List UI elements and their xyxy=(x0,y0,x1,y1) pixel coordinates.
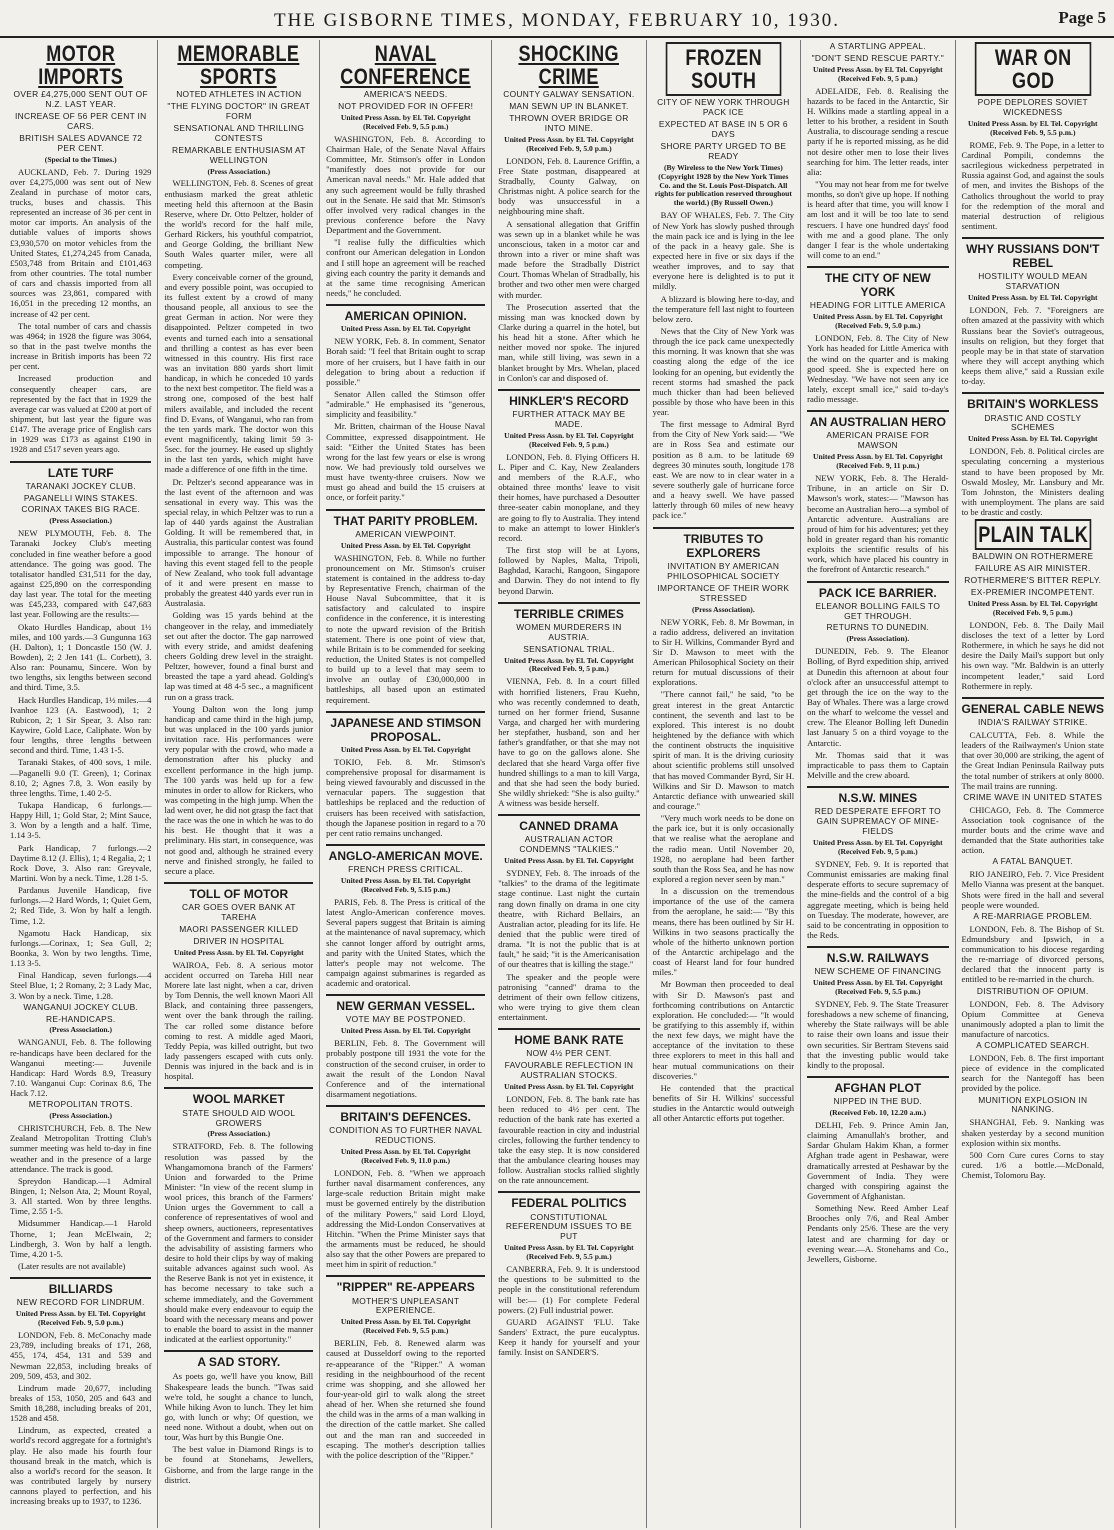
dateline: United Press Assn. by El. Tel. Copyright (Received Feb. 9, 11.0 p.m.) xyxy=(340,1147,471,1166)
article-paragraph: Mr. Britten, chairman of the House Naval Committee, expressed disappointment. He said: "Either the United States has been wrong for the last few years or else is wrong now. We had previously told ourselves we must have twenty-three cruisers. Now we must go ahead and build the 15 cruisers at once, or forfeit parity." xyxy=(326,421,486,503)
subheading: AUSTRALIAN ACTOR CONDEMNS "TALKIES." xyxy=(519,834,619,855)
article-paragraph: Hack Hurdles Handicap, 1½ miles.—4 Ivanhoe 123 (A. Eastwood), 1; 2 Rubicon, 2; 1 Sir Spear, 3. Also ran: Kaywire, Gold Lace, Caliphate. Won by four lengths, three lengths between second and third. Time, 1.43 1-5. xyxy=(10,694,152,756)
article-paragraph: AUCKLAND, Feb. 7. During 1929 over £4,275,000 was sent out of New Zealand in purchase of motor cars, trucks, buses and chassis. This represented an increase of 36 per cent in motor car imports. An analysis of the dutiable values of imports shows £3,930,570 on motor vehicles from the United States, £1,274,245 from Canada, £503,748 from Britain and £101,463 from other countries. The total number of cars and chassis imported from all sources was 23,861, compared with 16,051 in the preceding 12 months, an increase of 42 per cent. xyxy=(10,166,152,319)
article-paragraph: LONDON, Feb. 7. "Foreigners are often amazed at the passivity with which Russians bear the Soviet's outrageous, insults on religion, but they forget that people may be in that state of starvation where they will accept anything which keeps them alive," said a Russian exile to-day. xyxy=(961,305,1104,387)
article-paragraph: DUNEDIN, Feb. 9. The Eleanor Bolling, of Byrd expedition ship, arrived at Dunedin this afternoon at about four o'clock after an unsuccessful attempt to get through the ice on the way to the Bay of Whales. There was a large crowd on the wharf to welcome the vessel and crew. The Eleanor Bolling left Dunedin last January 5 on a third voyage to the Antarctic. xyxy=(807,646,949,748)
article-paragraph: WAIROA, Feb. 8. A serious motor accident occurred on Tareha Hill near Morere late last night, when a car, driven by Tom Dennis, the well known Maori All Black, and containing three passengers, went over the bank through the railing. The car rolled some distance before coming to rest. A middle aged Maori, Teddy Pepia, was killed outright, but two lady passengers escaped with cuts only. Dennis was injured in the back and is in hospital. xyxy=(164,959,314,1082)
article-paragraph: LONDON, Feb. 8. The Bishop of St. Edmundsbury and Ipswich, in a communication to his diocese regarding the re-marriage of divorced persons, declared that the innocent party is entitled to be re-married in the church. xyxy=(961,923,1104,985)
section-heading: PACK ICE BARRIER. xyxy=(807,581,948,600)
dateline: (Press Association.) xyxy=(207,166,271,176)
article-paragraph: Taranaki Stakes, of 400 sovs, 1 mile.—Paganelli 9.0 (T. Green), 1; Corinax 8.10, 2; Agnes 7.8, 3. Won easily by three lengths. Time, 1.40 2-5. xyxy=(10,757,152,798)
subheading: SENSATIONAL TRIAL. xyxy=(523,643,615,654)
dateline: United Press Assn. by El. Tel. Copyright (Received Feb. 9, 5 p.m.) xyxy=(504,430,634,449)
headline: SHOCKING CRIME xyxy=(518,41,620,90)
subheading: STATE SHOULD AID WOOL GROWERS xyxy=(182,1107,296,1128)
subheading: AMERICA'S NEEDS. xyxy=(363,89,448,100)
column-4 xyxy=(492,40,646,1528)
section-heading: BILLIARDS xyxy=(10,1277,151,1296)
subheading: MAORI PASSENGER KILLED xyxy=(179,924,299,935)
dateline: United Press Assn. by El. Tel. Copyright (Received Feb. 9, 5 p.m.) xyxy=(813,64,943,83)
dateline: (Press Association). xyxy=(846,634,910,644)
article-paragraph: SYDNEY, Feb. 9. The State Treasurer foreshadows a new scheme of financing, whereby the State railways will be able to raise their own loans and issue their own securities. Sir Bertram Stevens said that the investing public would take kindly to the proposal. xyxy=(807,999,949,1070)
dateline: (Special to the Times.) xyxy=(44,154,117,164)
headline: MOTOR IMPORTS xyxy=(38,41,124,90)
column-7 xyxy=(956,40,1110,1528)
section-heading: TERRIBLE CRIMES xyxy=(498,602,639,621)
article-paragraph: Golding was 15 yards behind at the changeover in the relay, and immediately set out after the doctor. The gap narrowed with every stride, and amidst deafening cheers Golding drew level in the straight. Peltzer, however, found a final burst and breasted the tape a yard ahead. Golding's lap was timed at 48 4-5 sec., a magnificent run on a grass track. xyxy=(164,610,314,702)
subheading: RETURNS TO DUNEDIN. xyxy=(826,622,930,633)
dateline: United Press Assn. by El. Tel. Copyright xyxy=(967,434,1098,444)
article-paragraph: CHICAGO, Feb. 8. The Commerce Association took cognisance of the murder bouts and the crime wave and demanded that the State authorities take action. xyxy=(961,804,1104,856)
subheading: A FATAL BANQUET. xyxy=(992,856,1074,867)
section-heading: JAPANESE AND STIMSON PROPOSAL. xyxy=(326,711,485,744)
dateline: (Press Association.) xyxy=(49,1111,113,1121)
subheading: "THE FLYING DOCTOR" IN GREAT FORM xyxy=(167,101,311,121)
section-heading: GENERAL CABLE NEWS xyxy=(962,697,1104,716)
article-paragraph: Every conceivable corner of the ground, and every possible point, was occupied to its fullest extent by a crowd of many thousand people, all anxious to see the great German in action. Nor were they disappointed. Peltzer competed in two events and turned each into a sensational and thrilling a contest as has ever been witnessed in this country. His first race was an invitation 880 yards short limit handicap, in which he conceded 10 yards to the next best competitor. The field was a strong one, composed of the best half milers available, and included the recent find D. Evans, of Wanganui, who ran from the ten yards mark. The doctor won this event magnificently, taking limit 59 3-5sec. for the journey. He eased up slightly in the last ten yards, which might have made a difference of one fifth in the time. xyxy=(164,271,314,475)
article-paragraph: PARIS, Feb. 8. The Press is critical of the latest Anglo-American conference moves. Several papers suggest that Britain is aiming at the maintenance of naval supremacy, which she cannot longer afford by outright arms, and parity with the United States, which the latter's people may not welcome. The campaign against submarines is regarded as academic and oratorical. xyxy=(326,897,486,989)
column-3 xyxy=(320,40,492,1528)
dateline: United Press Assn. by El. Tel. Copyright xyxy=(504,856,634,866)
article-paragraph: SYDNEY, Feb. 9. It is reported that Communist emissaries are making final desperate efforts to secure supremacy of the mine-fields and the control of a big aggregate meeting, which is being held on Tuesday. The moderate, however, are said to be concentrating in opposition to the Reds. xyxy=(807,858,949,940)
article-paragraph: LONDON, Feb. 8. McConachy made 23,789, including breaks of 171, 268, 455, 174, 454, 131 and 539 and Newman 22,853, including breaks of 209, 509, 453, and 302. xyxy=(10,1330,152,1381)
subheading: REMARKABLE ENTHUSIASM AT WELLINGTON xyxy=(172,144,306,165)
article-paragraph: NEW YORK, Feb. 8. In comment, Senator Borah said: "I feel that Britain ought to scrap more of her cruisers, but I have faith in our delegation to bring about a reduction if possible." xyxy=(326,336,486,387)
subheading: HEADING FOR LITTLE AMERICA xyxy=(809,300,946,311)
headline: WAR ON GOD xyxy=(974,42,1091,96)
subheading: VOTE MAY BE POSTPONED. xyxy=(345,1014,466,1025)
subheading: A STARTLING APPEAL. xyxy=(829,41,926,51)
headline: MEMORABLE SPORTS xyxy=(177,41,300,90)
dateline: United Press Assn. by El. Tel. Copyright (Received Feb. 9, 11 p.m.) xyxy=(813,452,943,471)
headline: FROZEN SOUTH xyxy=(665,42,781,96)
article-paragraph: Midsummer Handicap.—1 Harold Thorne, 1; Jean McElwain, 2; Lindbergh, 3. Won by half a length. Time, 4.20 1-5. xyxy=(10,1218,152,1259)
column-1 xyxy=(4,40,158,1528)
subheading: MAN SEWN UP IN BLANKET. xyxy=(509,101,629,112)
article-paragraph: A sensational allegation that Griffin was sewn up in a blanket while he was unconscious, taken in a motor car and thrown into a river or mine shaft was made before the Stradbally District Court. Thomas Whelan of Stradbally, his brother and two other men were charged with murder. xyxy=(498,218,640,300)
subheading: MUNITION EXPLOSION IN NANKING. xyxy=(978,1094,1088,1115)
article-paragraph: Ngamotu Hack Handicap, six furlongs.—Corinax, 1; Sea Gull, 2; Boonka, 3. Won by two lengths. Time, 1.13 3-5. xyxy=(10,927,152,969)
subheading: AMERICAN PRAISE FOR MAWSON xyxy=(826,430,930,451)
dateline: United Press Assn. by El. Tel. Copyright (Received Feb. 9, 5.5 p.m.) xyxy=(340,113,471,131)
subheading: EXPECTED AT BASE IN 5 OR 6 DAYS xyxy=(658,119,788,139)
article-paragraph: ADELAIDE, Feb. 8. Realising the hazards to be faced in the Antarctic, Sir H. Wilkins made a startling appeal in a letter to his brother, a resident in South Australia, to discourage sending a rescue party if he is reported missing, as he did not desire other men to lose their lives searching for him. The letter reads, inter alia: xyxy=(807,85,949,177)
subheading: PAGANELLI WINS STAKES. xyxy=(23,492,138,503)
subheading: CORINAX TAKES BIG RACE. xyxy=(21,504,141,515)
dateline: United Press Assn. by El. Tel. Copyright xyxy=(967,293,1098,303)
article-paragraph: VIENNA, Feb. 8. In a court filled with horrified listeners, Frau Kuehn, who was recently condemned to death, turned on her former friend, Susanne Varga, and charged her with murdering her stepfather, husband, son and her father's grandfather, or that she may not have to go on the gallows alone. She declared that she heard Varga offer five hundred shillings to a man to kill Varga, and that she had seen the body buried. She wildly shrieked: "She is also guilty." A witness was beside herself. xyxy=(498,676,640,809)
article-columns xyxy=(4,40,1110,1528)
subheading: AMERICAN VIEWPOINT. xyxy=(355,528,456,539)
subheading: OVER £4,275,000 SENT OUT OF N.Z. LAST YEAR. xyxy=(13,89,148,110)
dateline: United Press Assn. by El. Tel. Copyright (Received Feb. 9, 5.5 p.m.) xyxy=(967,119,1098,137)
dateline: United Press Assn. by El. Tel. Copyright xyxy=(340,540,471,550)
article-paragraph: Mr. Thomas said that it was impracticable to pass them to Captain Melville and the crew aboard. xyxy=(807,749,949,781)
subheading: METROPOLITAN TROTS. xyxy=(28,1099,133,1110)
subheading: WANGANUI JOCKEY CLUB. xyxy=(23,1001,139,1012)
dateline: (Received Feb. 10, 12.20 a.m.) xyxy=(829,1108,927,1118)
subheading: EX-PREMIER INCOMPETENT. xyxy=(970,587,1095,598)
article-paragraph: 500 Corn Cure cures Corns to stay cured. 1/6 a bottle.—McDonald, Chemist, Tolomoru Bay. xyxy=(961,1149,1104,1181)
subheading: CRIME WAVE IN UNITED STATES xyxy=(963,791,1103,802)
subheading: DISTRIBUTION OF OPIUM. xyxy=(976,985,1089,996)
section-heading: AFGHAN PLOT xyxy=(807,1076,948,1095)
article-paragraph: LONDON, Feb. 8. Flying Officers H. L. Piper and C. Kay, New Zealanders and members of the R.A.F., who obtained three months' leave to visit their homes, have purchased a Desoutter three-seater cabin monoplane, and they are going to fly to Australia. They intend to make an attempt to lower Hinkler's record. xyxy=(498,451,640,543)
subheading: SENSATIONAL AND THRILLING CONTESTS xyxy=(173,122,305,143)
subheading: SHORE PARTY URGED TO BE READY xyxy=(660,140,787,161)
subheading: INCREASE OF 56 PER CENT IN CARS. xyxy=(15,111,147,131)
section-heading: AN AUSTRALIAN HERO xyxy=(807,410,948,429)
section-heading: BRITAIN'S WORKLESS xyxy=(962,392,1104,411)
article-paragraph: NEW PLYMOUTH, Feb. 8. The Taranaki Jockey Club's meeting concluded in fine weather before a good attendance. The going was good. The totalisator handled £31,511 for the day, against £25,890 on the corresponding day last year. The total for the meeting was £45,233, compared with £47,683 last year. Following are the results:— xyxy=(10,528,152,620)
dateline: United Press Assn. by El. Tel. Copyright (Received Feb. 9, 5.5 p.m.) xyxy=(340,1317,471,1336)
subheading: NOW 4½ PER CENT. xyxy=(526,1048,612,1059)
dateline: (By Wireless to the New York Times) (Copyright 1928 by the New York Times Co. and the St. Louis Post-Dispatch. All rights for publication reserved throughout the world.) (By Russell Owen.) xyxy=(654,162,792,208)
subheading: NOTED ATHLETES IN ACTION xyxy=(176,89,302,100)
article-paragraph: BERLIN, Feb. 8. The Government will probably postpone till 1931 the vote for the construction of the second cruiser, in order to await the result of the London Naval Conference and of the international disarmament negotiations. xyxy=(326,1038,486,1099)
subheading: NOT PROVIDED FOR IN OFFER! xyxy=(338,101,474,112)
article-paragraph: LONDON, Feb. 8. The Daily Mail discloses the text of a letter by Lord Rothermere, in which he says he did not desire the Daily Mail's support but only his own way. "Mr. Baldwin is an utterly incompetent leader," said Lord Rothermere in reply. xyxy=(961,619,1104,691)
section-heading: "RIPPER" RE-APPEARS xyxy=(326,1275,485,1294)
article-paragraph: WASHINGTON, Feb. 8. While no further pronouncement on Mr. Stimson's cruiser statement is contained in the address to-day by Representative French, chairman of the House Naval Subcommittee, that it is satisfactory and calculated to inspire confidence in the conference, it is interesting to note the upward revision of the British statement. There is one point of view that, while Britain is to be commended for seeking reduction, the United States is not compelled to build up to a level that may seem to involve an outlay of £30,000,000 in battleships, all based upon an estimated requirement. xyxy=(326,552,486,705)
dateline: (Press Association.) xyxy=(49,516,113,526)
subheading: NEW RECORD FOR LINDRUM. xyxy=(16,1297,145,1308)
article-paragraph: In a discussion on the tremendous importance of the use of the camera from the aeroplane, he said:— "By this means, there has been outlined by Sir H. Wilkins in two seasons practically the whole of the hitherto unknown portion of the Antarctic archipelago and the coast of Hearst land for four hundred miles." xyxy=(652,886,795,978)
article-paragraph: The speaker and the people were patronising "canned" drama to the detriment of their own fellow citizens, who were trying to give them clean entertainment. xyxy=(498,971,640,1023)
article-paragraph: "Very much work needs to be done on the park ice, but it is only occasionally that we realise what the aeroplane and the radio mean. Until November 20, 1928, no aeroplane had been farther south than the Ross Sea, and he has now explored a region never seen by man." xyxy=(652,813,795,885)
article-paragraph: LONDON, Feb. 8. The first important piece of evidence in the complicated search for the Nantegoff has been provided by the police. xyxy=(961,1053,1104,1094)
subheading: TARANAKI JOCKEY CLUB. xyxy=(25,480,136,491)
subheading: FURTHER ATTACK MAY BE MADE. xyxy=(512,408,626,429)
article-paragraph: GUARD AGAINST 'FLU. Take Sanders' Extract, the pure eucalyptus. Keep it handy for yourself and your family. Insist on SANDER'S. xyxy=(498,1316,640,1358)
section-heading: BRITAIN'S DEFENCES. xyxy=(326,1105,485,1124)
article-paragraph: WANGANUI, Feb. 8. The following re-handicaps have been declared for the Wanganui meeting:— Juvenile Handicap: Hard Words 8.9, Treasury 7.10. Wanganui Cup: Corinax 8.6, The Hack 7.12. xyxy=(10,1037,152,1099)
section-heading: N.S.W. RAILWAYS xyxy=(807,946,948,965)
article-paragraph: Final Handicap, seven furlongs.—4 Steel Blue, 1; 2 Romany, 2; 3 Lady Mac, 3. Won by a neck. Time, 1.28. xyxy=(10,970,152,1001)
article-paragraph: STRATFORD, Feb. 8. The following resolution was passed by the Whangamomona branch of the Farmers' Union and forwarded to the Prime Minister: "In view of the recent slump in wool prices, this branch of the Farmers' Union urges the Government to call a conference of representatives of wool and sheep owners, auctioneers, representatives of the Government and farmers to consider the advisability of assisting farmers who desire to hold their clips by way of making suitable advances against such wool. As the Reserve Bank is not yet in existence, it has become necessary to take such a scheme immediately, and the Government should make every endeavour to equip the board with the necessary means and power to enable the board to assist in the manner indicated at the earliest opportunity." xyxy=(164,1141,314,1345)
article-paragraph: SYDNEY, Feb. 8. The inroads of the "talkies" to the drama of the legitimate stage continue. Last night the curtain rang down finally on drama in one city theatre, with Richard Bellairs, an Australian actor, pleading for its life. He denied that the public were tired of drama. "It is not the public that is at fault," he said; "it is the Americanisation of our theatres that is killing the stage." xyxy=(498,868,640,970)
article-paragraph: The total number of cars and chassis was 4964; in 1928 the figure was 3064, so that in the past twelve months the increase in British imports has been 72 per cent. xyxy=(10,320,152,372)
article-paragraph: "You may not hear from me for twelve months, so don't give up hope. If nothing is heard after that time, you will know I am lost and it will be too late to send rescuers. I have one hundred days' food with me and a good plane. The only danger I fear is the whole undertaking will come to an end." xyxy=(807,178,949,260)
subheading: RED DESPERATE EFFORT TO GAIN SUPREMACY OF MINE-FIELDS xyxy=(814,806,941,837)
article-paragraph: TOKIO, Feb. 8. Mr. Stimson's comprehensive proposal for disarmament is being viewed favourably and discussed in the vernacular papers. The suggestion that battleships be replaced and the reduction of cruisers has been received with satisfaction, though the Japanese position in regard to a 70 per cent ratio remains unchanged. xyxy=(326,756,486,838)
article-paragraph: LONDON, Feb. 8. Political circles are speculating concerning a mysterious stand to have been proposed by Mr. Oswald Mosley, Mr. Lansbury and Mr. Tom Johnston, the Ministers dealing with unemployment. The plans are said to be drastic and costly. xyxy=(961,446,1104,518)
article-paragraph: Something New. Reed Amber Leaf Brooches only 7/6, and Real Amber Pendants only 25/6. These are the very latest and are charming for day or evening wear.—A. Stonehams and Co., Jewellers, Gisborne. xyxy=(807,1203,949,1264)
article-paragraph: BAY OF WHALES, Feb. 7. The City of New York has slowly pushed through the main pack ice and is lying in the lee of the pack in a heavy gale. She is expected here in five or six days if the weather improves, and to say that everyone here is delighted is to put it mildly. xyxy=(652,210,795,292)
article-paragraph: Okato Hurdles Handicap, about 1½ miles, and 100 yards.—3 Gungunna 163 (H. Dalton), 1; 1 Doncastle 150 (W. J. Bowden), 2; 2 Jen 141 (L. Corbett), 3. Also ran: Pounamu, Sincere. Won by two lengths, six lengths between second and third. Time, 3.5. xyxy=(10,621,152,693)
subheading: CAR GOES OVER BANK AT TAREHA xyxy=(181,902,296,923)
article-paragraph: ROME, Feb. 9. The Pope, in a letter to Cardinal Pompili, condemns the sacrilegious wickedness perpetrated in Russia against God, and against the souls of men, and invites the Bishops of the Catholics throughout the world to pray for the redemption of the moral and material destruction of religious sentiment. xyxy=(961,139,1104,232)
column-2 xyxy=(158,40,320,1528)
article-paragraph: Young Dalton won the long jump handicap and came third in the high jump, but was unplaced in the 100 yards junior invitation race. His performances were very popular with the crowd, who made a demonstration after his plucky and excellent performance in the high jump. The 100 yards was held up for a few minutes in order to allow for Rickers, who was competing in the high jump. When the lad went over, he did not grasp the fact that the race was the one in which he was to do his best. He thought that it was a preliminary. His start, in consequence, was not good and, although he strained every nerve and finished strongly, he failed to secure a place. xyxy=(164,703,314,876)
subheading: BRITISH SALES ADVANCE 72 PER CENT. xyxy=(19,132,143,153)
article-paragraph: Spreydon Handicap.—1 Admiral Bingen, 1; Nelson Ata, 2; Mount Royal, 3. All started. Won by three lengths. Time, 2.55 1-5. xyxy=(10,1175,152,1217)
subheading: CONSTITUTIONAL REFERENDUM ISSUES TO BE PUT xyxy=(505,1211,633,1242)
article-paragraph: He contended that the practical benefits of Sir H. Wilkins' successful studies in the Antarctic would outweigh all other Antarctic efforts put together. xyxy=(652,1082,795,1124)
article-paragraph: NEW YORK, Feb. 8. The Herald-Tribune, in an article on Sir D. Mawson's work, states:— "Mawson has become an Australian hero—a symbol of Antarctic adventure. Australians are proud of him for his adventures; yet they hold in greater regard than his romantic exploits the scientific results of his work, which have placed his country in the forefront of Antarctic research." xyxy=(807,473,949,575)
article-paragraph: News that the City of New York was through the ice pack came unexpectedly this morning. It was known that she was coasting along the edge of the ice looking for an opening, but evidently the recent storms had smashed the pack much thicker than had been believed possible by those who have been in this year. xyxy=(652,325,795,418)
dateline: (Press Association.) xyxy=(207,1129,271,1139)
subheading: INVITATION BY AMERICAN PHILOSOPHICAL SOCIETY xyxy=(667,560,780,581)
article-paragraph: Lindrum, as expected, created a world's record aggregate for a fortnight's play. He also made his fourth four thousand break in the match, which is also a world's record for the season. It was contributed largely by nursery cannons played to perfection, and his increasing breaks up to 1937, to 1236. xyxy=(10,1425,152,1507)
dateline: United Press Assn. by El. Tel. Copyright (Received Feb. 9, 5.15 p.m.) xyxy=(340,876,471,895)
subheading: FAILURE AS AIR MINISTER. xyxy=(974,563,1091,574)
column-6 xyxy=(801,40,955,1528)
dateline: United Press Assn. by El. Tel. Copyright xyxy=(340,744,471,754)
column-5 xyxy=(647,40,801,1528)
subheading: BALDWIN ON ROTHERMERE xyxy=(972,551,1094,562)
section-heading: WOOL MARKET xyxy=(164,1087,313,1106)
article-paragraph: Senator Allen called the Stimson offer "admirable." He emphasised its "generous, simplicity and feasibility." xyxy=(326,388,486,420)
subheading: ELEANOR BOLLING FAILS TO GET THROUGH. xyxy=(815,600,941,621)
subheading: MOTHER'S UNPLEASANT EXPERIENCE. xyxy=(352,1295,460,1316)
subheading: CONDITION AS TO FURTHER NAVAL REDUCTIONS. xyxy=(329,1125,483,1146)
article-paragraph: LONDON, Feb. 8. The City of New York has headed for Little America with the wind on the quarter and is making good speed. She is expected here on Wednesday. "We have not seen any ice lately, except small ice," said to-day's radio message. xyxy=(807,333,949,405)
dateline: (Press Association.) xyxy=(49,1025,113,1035)
masthead-title: THE GISBORNE TIMES, MONDAY, FEBRUARY 10, 1930. xyxy=(273,10,840,31)
article-paragraph: RIO JANEIRO, Feb. 7. Vice President Mello Vianna was present at the banquet. Shots were fired in the hall and several people were wounded. xyxy=(961,869,1104,910)
dateline: United Press Assn. by El. Tel. Copyright xyxy=(340,324,471,334)
subheading: RE-HANDICAPS. xyxy=(45,1013,116,1024)
subheading: INDIA'S RAILWAY STRIKE. xyxy=(977,717,1088,728)
section-heading: LATE TURF xyxy=(10,461,151,480)
masthead xyxy=(0,0,1114,38)
article-paragraph: BERLIN, Feb. 8. Renewed alarm was caused at Dusseldorf owing to the reported re-appearance of the "Ripper." A woman residing in the neighbourhood of the recent crime was shopping, and she allowed her four-year-old girl to walk along the street ahead of her. When she returned she found the child was in the arms of a man walking in the direction of the cattle market. She called out and the man ran and succeeded in escaping. The mother's description tallies with the police description of the "Ripper." xyxy=(326,1338,486,1460)
article-paragraph: CANBERRA, Feb. 9. It is understood the questions to be submitted to the people in the constitutional referendum will be:— (1) For complete Federal powers. (2) Full industrial power. xyxy=(498,1264,640,1315)
section-heading: HINKLER'S RECORD xyxy=(498,389,639,408)
subheading: COUNTY GALWAY SENSATION. xyxy=(503,89,635,100)
subheading: IMPORTANCE OF THEIR WORK STRESSED xyxy=(657,582,790,603)
dateline: United Press Assn. by El. Tel. Copyright xyxy=(174,947,304,957)
article-paragraph: The best value in Diamond Rings is to be found at Stonehams, Jewellers, Gisborne, and from the large range in the district. xyxy=(164,1444,314,1485)
section-heading: N.S.W. MINES xyxy=(807,786,948,805)
article-paragraph: "I realise fully the difficulties which confront our American delegation in London and I still hope an agreement will be reached giving each country the parity it demands and at the same time recognising American needs," he concluded. xyxy=(326,237,486,299)
dateline: United Press Assn. by El. Tel. Copyright xyxy=(504,1082,634,1092)
article-paragraph: Mr Bowman then proceeded to deal with Sir D. Mawson's past and forthcoming contributions on Antarctic exploration. He concluded:— "It would be gratifying to this assembly if, within the next few days, we might have the acceptance of the invitation to these three explorers to meet in this hall and hear mutual communications on their discoveries." xyxy=(652,979,795,1081)
section-heading: FEDERAL POLITICS xyxy=(498,1191,639,1210)
article-paragraph: LONDON, Feb. 8. "When we approach further naval disarmament conferences, any large-scale reduction Britain might make must be governed entirely by the distribution of the military Powers," said Lord Lloyd, addressing the Mid-London Conservatives at Hitchin. "When the Prime Minister says that the armaments must be reduced, he should also say that the other Powers are prepared to meet him in spirit of reduction." xyxy=(326,1168,486,1270)
dateline: United Press Assn. by El. Tel. Copyright (Received Feb. 9, 5.5 p.m.) xyxy=(813,978,943,997)
subheading: A RE-MARRIAGE PROBLEM. xyxy=(973,910,1093,921)
subheading: NIPPED IN THE BUD. xyxy=(833,1096,923,1107)
dateline: (Press Association). xyxy=(692,604,755,614)
article-paragraph: Tukapa Handicap, 6 furlongs.—Happy Hill, 1; Gold Star, 2; Mint Sauce, 3. Won by a length and a half. Time, 1.14 3-5. xyxy=(10,800,152,841)
article-paragraph: SHANGHAI, Feb. 9. Nanking was shaken yesterday by a second munition explosion within six months. xyxy=(961,1117,1104,1148)
section-heading: NEW GERMAN VESSEL. xyxy=(326,994,485,1013)
subheading: ROTHERMERE'S BITTER REPLY. xyxy=(964,575,1102,586)
article-paragraph: The Prosecution asserted that the missing man was knocked down by Clarke during a quarrel in the hotel, but his head hit a stone. After which he neither moved nor spoke. The injured man, while still living, was sewn in a blanket brought by Mrs. Whelan, placed in Conlon's car and disposed of. xyxy=(498,301,640,383)
article-paragraph: The first message to Admiral Byrd from the City of New York said:— "We are in Ross Sea and estimate our position as 8 a.m. to be latitude 69 degrees 30 minutes south, longitude 178 east. We are now to in clear water in a severe southerly gale of hurricane force and a heavy swell. We have passed latterly through 60 miles of new heavy pack ice." xyxy=(652,419,795,521)
article-paragraph: Lindrum made 20,677, including breaks of 153, 1050, 205 and 643 and Smith 18,288, including breaks of 201, 1528 and 458. xyxy=(10,1382,152,1424)
subheading: HOSTILITY WOULD MEAN STARVATION xyxy=(978,271,1088,292)
article-paragraph: CALCUTTA, Feb. 8. While the leaders of the Railwaymen's Union state that over 30,000 are striking, the agent of the Great Indian Peninsula Railway puts the total number of strikers at only 8000. The mail trains are running. xyxy=(961,729,1104,791)
article-paragraph: LONDON, Feb. 8. Laurence Griffin, a Free State postman, disappeared at Stradbally, County Galway, on Christmas night. A police search for the body was unsuccessful in a neighbouring mine shaft. xyxy=(498,155,640,217)
article-paragraph: LONDON, Feb. 8. The bank rate has been reduced to 4½ per cent. The reduction of the bank rate has exerted a favourable reaction in city and industrial circles, following the further tendency to take the easy step. It is now considered that the ambulance clearing houses may follow. Australian stocks rallied slightly on the rate announcement. xyxy=(498,1094,640,1186)
article-paragraph: Increased production and consequently cheaper cars, are represented by the fact that in 1929 the average car was valued at £200 at port of shipment, but last year the figure was £147. The average price of English cars in 1929 was £173 as against £190 in 1928 and £517 seven years ago. xyxy=(10,373,152,455)
section-heading: THAT PARITY PROBLEM. xyxy=(326,509,485,528)
dateline: United Press Assn. by El. Tel. Copyright xyxy=(340,1026,471,1036)
subheading: THROWN OVER BRIDGE OR INTO MINE. xyxy=(509,113,629,133)
article-paragraph: (Later results are not available) xyxy=(18,1260,126,1271)
article-paragraph: CHRISTCHURCH, Feb. 8. The New Zealand Metropolitan Trotting Club's summer meeting was held to-day in fine weather and in the presence of a large attendance. The track is good. xyxy=(10,1123,152,1174)
subheading: POPE DEPLORES SOVIET WICKEDNESS xyxy=(977,97,1088,118)
article-paragraph: Park Handicap, 7 furlongs.—2 Daytime 8.12 (J. Ellis), 1; 4 Regalia, 2; 1 Rock Dove, 3. Also ran: Greyvale, Martini. Won by a neck. Time, 1.28 1-5. xyxy=(10,842,152,883)
article-paragraph: WELLINGTON, Feb. 8. Scenes of great enthusiasm marked the great athletic meeting held this afternoon at the Basin Reserve, where Dr. Otto Peltzer, holder of the world's record for the half mile, Gerhard Rickers, his youthful compatriot, and George Golding, the brilliant New South Wales quarter miler, were all competing. xyxy=(164,178,314,270)
section-heading: WHY RUSSIANS DON'T REBEL xyxy=(962,237,1104,270)
section-heading: AMERICAN OPINION. xyxy=(326,304,485,323)
article-paragraph: "There cannot fail," he said, "to be great interest in the great Antarctic continent, the seventh and last to be explored. This interest is no doubt heightened by the defiance with which the continent obstructs the inquisitive spirit of man. It is the driving curiosity about scientific problems still unsolved that has moved Commander Byrd, Sir H. Wilkins and Sir D. Mawson to match Antarctic defiance with unwearied skill and courage." xyxy=(652,689,795,812)
subheading: CITY OF NEW YORK THROUGH PACK ICE xyxy=(657,97,790,118)
subheading: WOMEN MURDERERS IN AUSTRIA. xyxy=(516,621,622,642)
article-paragraph: As poets go, we'll have you know, Bill Shakespeare leads the bunch. "Twas said we're told, he sought a chance to lunch, While hiking Avon to lunch. They let him go, with lunch or why; Of question, we need none. Without a doubt, when out on tour, Was hurt by this Bungie One. xyxy=(164,1371,314,1443)
subheading: DRASTIC AND COSTLY SCHEMES xyxy=(984,412,1082,433)
article-paragraph: LONDON, Feb. 8. The Advisory Opium Committee at Geneva unanimously adopted a plan to limit the manufacture of narcotics. xyxy=(961,998,1104,1039)
dateline: United Press Assn. by El. Tel. Copyright (Received Feb. 9, 5.0 p.m.) xyxy=(15,1309,146,1328)
article-paragraph: NEW YORK, Feb. 8. Mr Bowman, in a radio address, delivered an invitation to Sir H. Wilkins, Commander Byrd and Sir D. Mawson to meet with the American Philosophical Society on their return for mutual discussions of their explorations. xyxy=(652,616,795,688)
article-paragraph: Pardanus Juvenile Handicap, five furlongs.—2 Hard Words, 1; Quiet Gem, 2; Red Tide, 3. Won by half a length. Time, 1.2. xyxy=(10,885,152,926)
section-heading: A SAD STORY. xyxy=(164,1350,313,1369)
subheading: FRENCH PRESS CRITICAL. xyxy=(348,864,464,875)
article-paragraph: WASHINGTON, Feb. 8. According to Chairman Hale, of the Senate Naval Affairs Committee, Mr. Stimson's offer in London "manifestly does not provide for our American naval needs." Mr. Hale added that any such agreement would be fully thrashed out in the Senate. He said that Mr. Stimson's offer involved very radical changes in the previous conference before the Navy Department and the Government. xyxy=(326,133,486,236)
article-paragraph: DELHI, Feb. 9. Prince Amin Jan, claiming Amanullah's brother, and Sardar Ghulam Hakim Khan, a former Afghan trade agent in Peshawar, were dramatically arrested at Peshawar by the Government of India. They were charged with conspiring against the Government of Afghanistan. xyxy=(807,1120,949,1202)
subheading: "DON'T SEND RESCUE PARTY." xyxy=(811,52,945,63)
subheading: NEW SCHEME OF FINANCING xyxy=(814,966,942,977)
article-paragraph: A blizzard is blowing here to-day, and the temperature fell last night to fourteen below zero. xyxy=(652,293,795,324)
article-paragraph: Dr. Peltzer's second appearance was in the last event of the afternoon and was sensational in every way. This was the special relay, in which Peltzer was to run a lap of 440 yards against the Australian Golding. It will be remembered that, in Australia, this particular contest was found impossible to arrange. The honour of having this event staged fell to the people of New Zealand, who took full advantage of it and were present en masse to probably the greatest 440 yards ever run in Australasia. xyxy=(164,476,314,609)
section-heading: ANGLO-AMERICAN MOVE. xyxy=(326,844,485,863)
section-heading: TRIBUTES TO EXPLORERS xyxy=(653,527,794,560)
article-paragraph: The first stop will be at Lyons, followed by Naples, Malta, Tripoli, Baghdad, Karachi, Rangoon, Singapore and Darwin. They do not intend to fly beyond Darwin. xyxy=(498,544,640,596)
section-heading: CANNED DRAMA xyxy=(498,814,639,833)
dateline: United Press Assn. by El. Tel. Copyright (Received Feb. 9, 5.0 p.m.) xyxy=(813,312,943,331)
dateline: United Press Assn. by El. Tel. Copyright (Received Feb. 9, 5.0 p.m.) xyxy=(504,134,634,153)
dateline: United Press Assn. by El. Tel. Copyright (Received Feb. 9, 5.5 p.m.) xyxy=(504,1243,634,1262)
section-heading: TOLL OF MOTOR xyxy=(164,882,313,901)
dateline: United Press Assn. by El. Tel. Copyright (Received Feb. 9, 5 p.m.) xyxy=(813,838,943,856)
dateline: United Press Assn. by El. Tel. Copyright (Received Feb. 9, 5 p.m.) xyxy=(504,655,634,674)
dateline: United Press Assn. by El. Tel. Copyright (Received Feb. 9, 5 p.m.) xyxy=(967,599,1098,617)
section-heading: THE CITY OF NEW YORK xyxy=(807,266,948,299)
subheading: A COMPLICATED SEARCH. xyxy=(976,1040,1090,1051)
subheading: DRIVER IN HOSPITAL xyxy=(193,935,285,946)
headline: NAVAL CONFERENCE xyxy=(340,41,471,90)
section-heading: HOME BANK RATE xyxy=(498,1028,639,1047)
headline: PLAIN TALK xyxy=(974,519,1091,550)
page-number: Page 5 xyxy=(1058,8,1106,27)
subheading: FAVOURABLE REFLECTION IN AUSTRALIAN STOCKS. xyxy=(504,1060,634,1081)
